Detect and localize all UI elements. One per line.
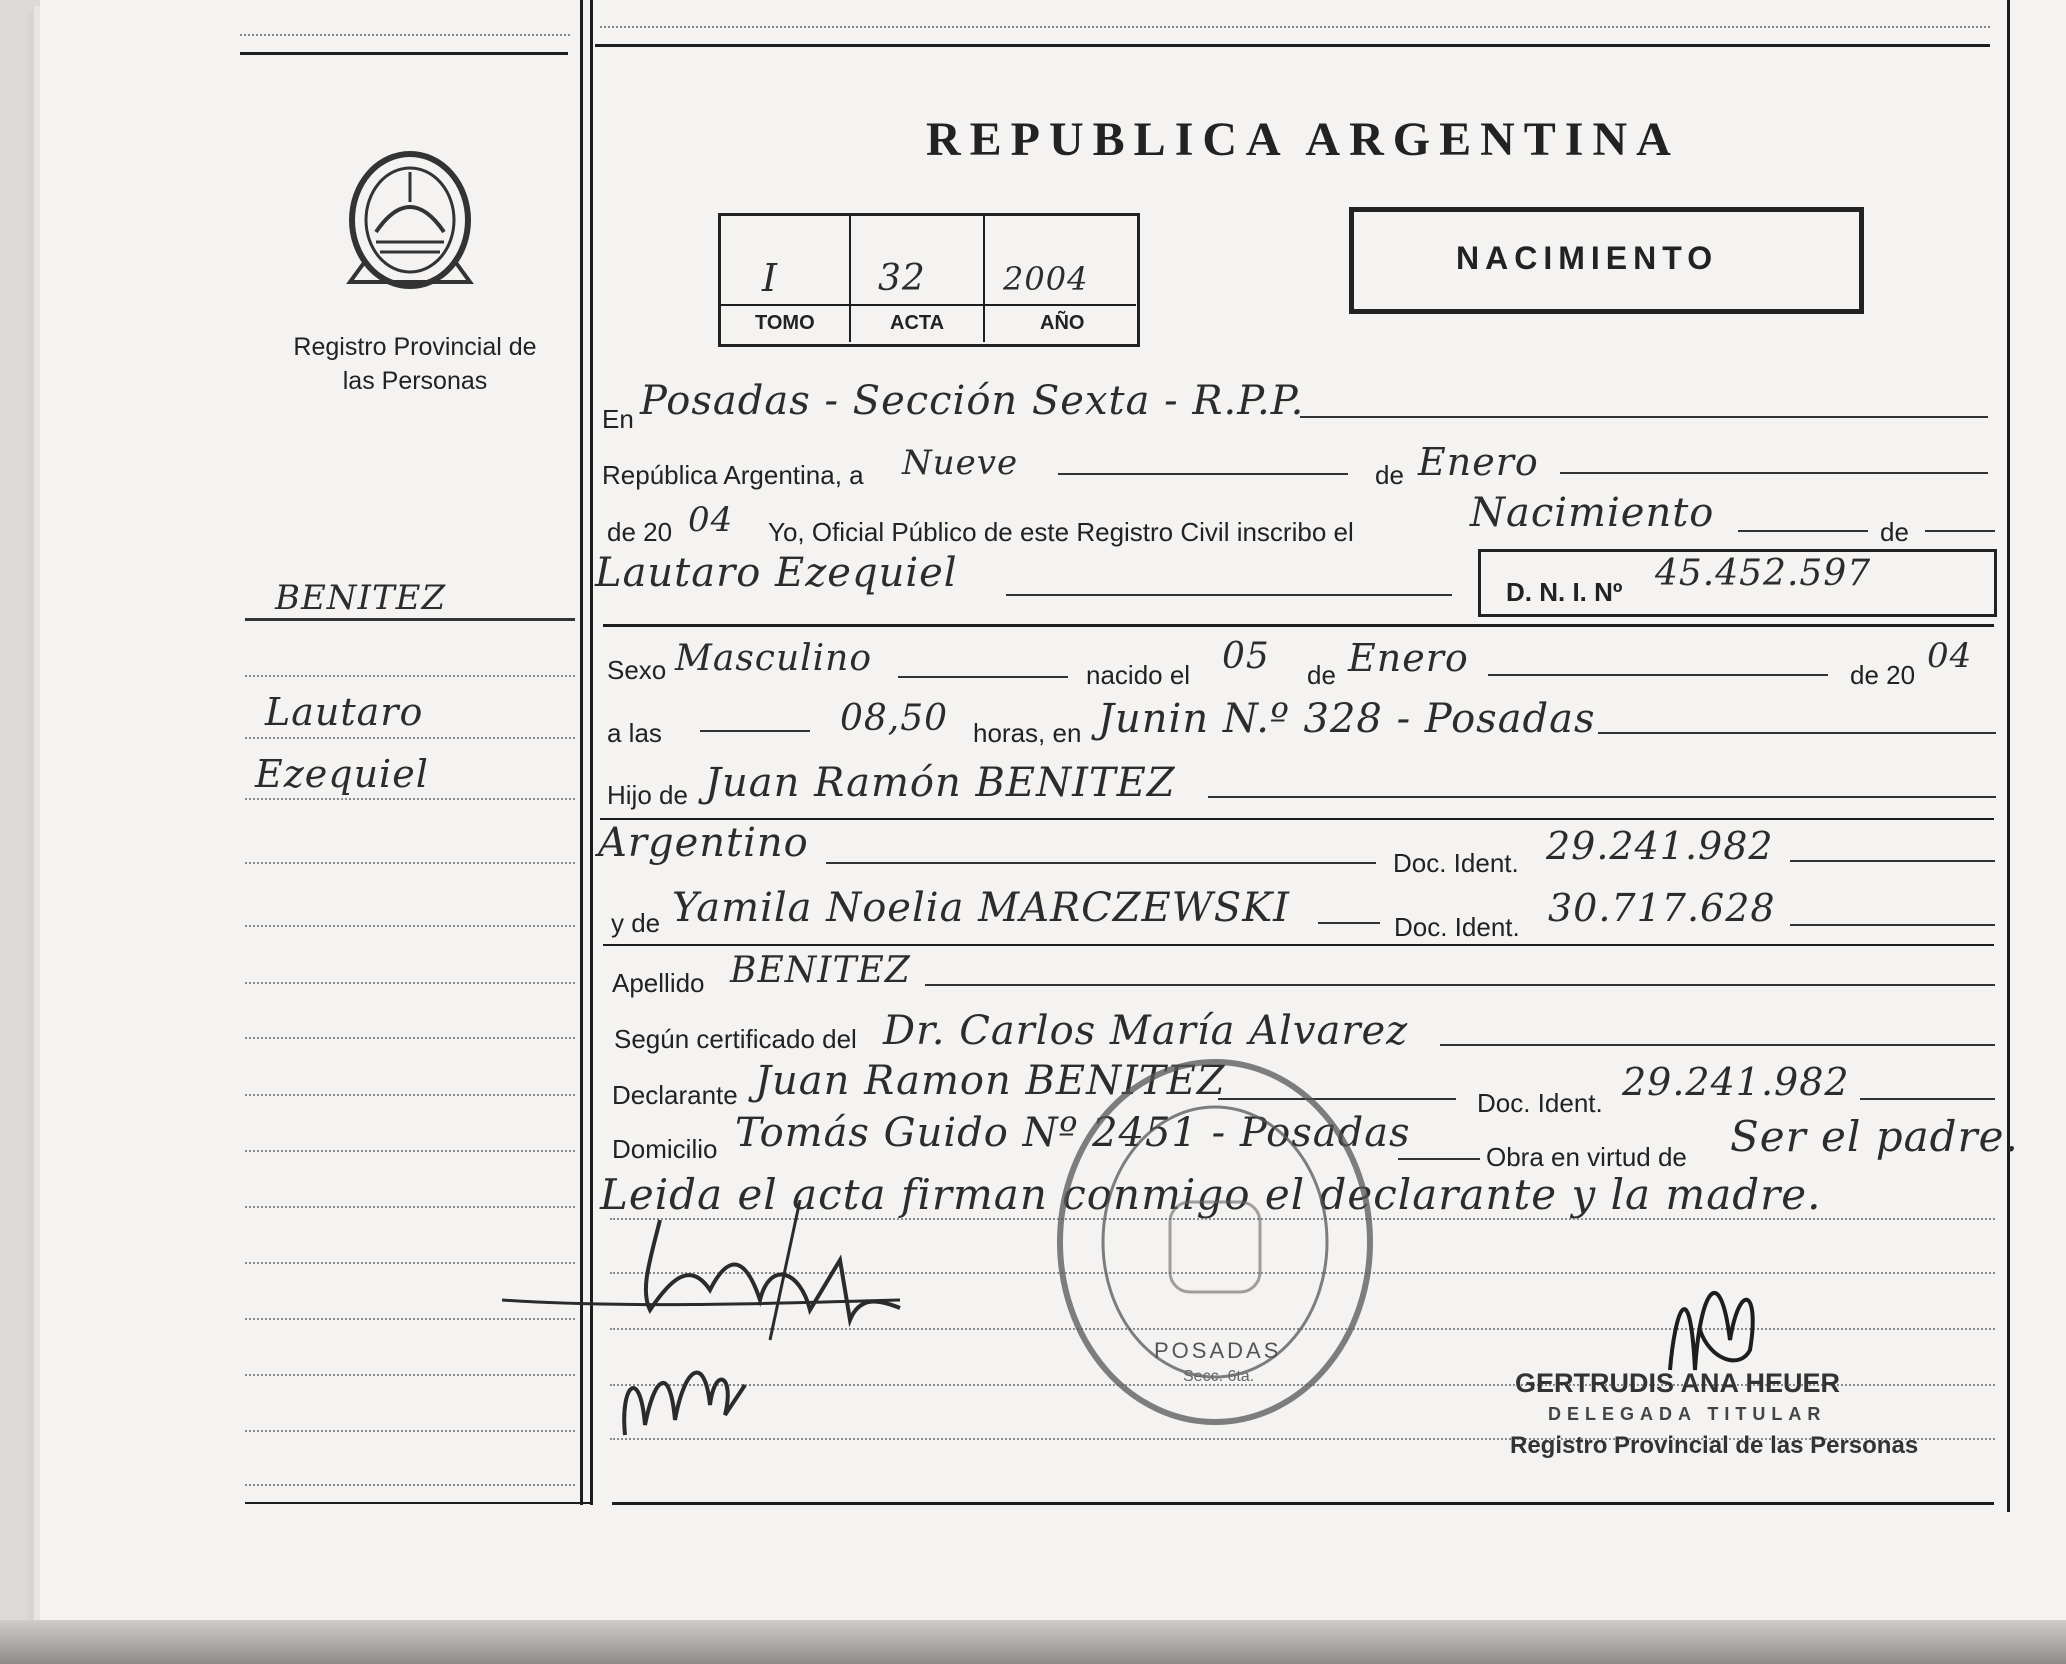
margin-line — [245, 1430, 575, 1432]
margin-line — [245, 1484, 575, 1486]
place-line — [1300, 416, 1988, 418]
de-label-3: de — [1307, 660, 1336, 690]
birth-day: 05 — [1222, 636, 1270, 677]
record-box-divider — [849, 215, 851, 342]
mother-name: Yamila Noelia MARCZEWSKI — [672, 885, 1290, 931]
de-label: de — [1375, 460, 1404, 490]
birth-place-line — [1598, 732, 1996, 734]
birth-time: 08,50 — [840, 698, 949, 739]
acta-value: 32 — [878, 258, 926, 299]
nationality-line — [826, 862, 1376, 864]
declarante-doc-line — [1860, 1098, 1995, 1100]
margin-bottom-rule — [245, 1502, 590, 1504]
sexo-label: Sexo — [607, 655, 667, 685]
declarante-label: Declarante — [612, 1080, 738, 1110]
margin-surname: BENITEZ — [275, 578, 447, 618]
domicilio-line — [1398, 1158, 1480, 1160]
doctor-value: Dr. Carlos María Alvarez — [883, 1008, 1409, 1054]
oficial-text: Yo, Oficial Público de este Registro Civil inscribo el — [768, 517, 1354, 547]
place-value: Posadas - Sección Sexta - R.P.P. — [640, 378, 1305, 424]
officer-institution: Registro Provincial de las Personas — [1510, 1432, 1919, 1459]
doctor-line — [1440, 1044, 1995, 1046]
day-value: Nueve — [902, 443, 1019, 483]
mother-rule — [603, 944, 1994, 946]
top-dotted-line-right — [600, 26, 1990, 28]
record-box-label-rule — [720, 304, 1136, 306]
margin-line — [245, 1094, 575, 1096]
birth-month-line — [1488, 674, 1828, 676]
a-las-label: a las — [607, 718, 662, 748]
mother-doc: 30.717.628 — [1548, 886, 1776, 930]
time-line — [700, 730, 810, 732]
doc-ident-label: Doc. Ident. — [1393, 848, 1519, 878]
sexo-line — [898, 676, 1068, 678]
ano-value: 2004 — [1003, 260, 1089, 298]
margin-line — [245, 737, 575, 739]
apellido-line — [925, 984, 1995, 986]
birth-year-suffix: 04 — [1927, 636, 1973, 676]
obra-value: Ser el padre. — [1730, 1112, 2019, 1161]
margin-line — [245, 675, 575, 677]
tomo-label: TOMO — [755, 312, 815, 334]
declarante-doc: 29.241.982 — [1622, 1060, 1850, 1104]
margin-name-2: Ezequiel — [255, 752, 429, 796]
margin-line — [245, 982, 575, 984]
stamp-city: POSADAS — [1154, 1338, 1282, 1363]
year-suffix: 04 — [688, 500, 734, 540]
officer-name: GERTRUDIS ANA HEUER — [1515, 1368, 1841, 1398]
domicilio-label: Domicilio — [612, 1134, 718, 1164]
month-value: Enero — [1418, 440, 1539, 484]
ano-label: AÑO — [1040, 312, 1085, 334]
doc-ident-label-2: Doc. Ident. — [1394, 912, 1520, 942]
bottom-rule — [612, 1502, 1994, 1505]
parent-rule — [600, 818, 1994, 820]
registry-name: Registro Provincial de las Personas — [293, 333, 537, 395]
segun-label: Según certificado del — [614, 1024, 857, 1054]
margin-line — [245, 1150, 575, 1152]
margin-name-1: Lautaro — [265, 690, 424, 734]
obra-label: Obra en virtud de — [1486, 1142, 1687, 1172]
margin-surname-line — [245, 618, 575, 621]
margin-line — [245, 862, 575, 864]
inscribe-type: Nacimiento — [1470, 490, 1715, 536]
month-line — [1560, 472, 1988, 474]
dni-value: 45.452.597 — [1655, 553, 1872, 594]
section-rule — [603, 624, 1994, 627]
province-seal-icon — [336, 142, 484, 304]
child-name: Lautaro Ezequiel — [595, 550, 958, 596]
closing-text: Leida el acta firman conmigo el declarante y la madre. — [600, 1170, 1822, 1219]
sexo-value: Masculino — [675, 638, 873, 679]
officer-role: DELEGADA TITULAR — [1548, 1404, 1827, 1424]
acta-label: ACTA — [890, 312, 945, 334]
father-nationality: Argentino — [598, 820, 809, 866]
father-name: Juan Ramón BENITEZ — [705, 760, 1176, 806]
act-type: NACIMIENTO — [1456, 240, 1719, 276]
margin-line — [245, 1037, 575, 1039]
father-doc: 29.241.982 — [1546, 824, 1774, 868]
de-line — [1925, 530, 1995, 532]
inscribe-line — [1738, 530, 1868, 532]
mother-signature — [615, 1325, 755, 1455]
apellido-label: Apellido — [612, 968, 705, 998]
country-title: REPUBLICA ARGENTINA — [926, 113, 1680, 166]
birth-month: Enero — [1348, 636, 1469, 680]
mother-doc-line — [1790, 924, 1995, 926]
hijo-label: Hijo de — [607, 780, 688, 810]
record-box-divider — [983, 215, 985, 342]
father-name-line — [1208, 796, 1996, 798]
birth-year-prefix: de 20 — [1850, 660, 1916, 690]
tomo-value: I — [762, 256, 779, 300]
top-dotted-line-left — [240, 34, 570, 36]
day-line — [1058, 473, 1348, 475]
officer-signature — [1650, 1250, 1770, 1380]
child-name-line — [1006, 594, 1452, 596]
nacido-label: nacido el — [1086, 660, 1191, 690]
paper-edge — [0, 1620, 2066, 1664]
top-rule-left — [240, 52, 568, 55]
top-rule-right — [595, 44, 1990, 47]
margin-line — [245, 1374, 575, 1376]
year-prefix: de 20 — [607, 517, 673, 547]
de-label-2: de — [1880, 517, 1909, 547]
y-de-label: y de — [611, 908, 661, 938]
margin-line — [245, 798, 575, 800]
father-doc-line — [1790, 860, 1995, 862]
en-label: En — [602, 404, 634, 434]
republica-label: República Argentina, a — [602, 460, 864, 490]
apellido-value: BENITEZ — [730, 950, 911, 991]
mother-name-line — [1318, 922, 1380, 924]
dni-label: D. N. I. Nº — [1506, 577, 1623, 607]
declarante-name: Juan Ramon BENITEZ — [755, 1058, 1226, 1104]
doc-ident-label-3: Doc. Ident. — [1477, 1088, 1603, 1118]
stamp-section: Secc. 6ta. — [1183, 1368, 1255, 1385]
margin-line — [245, 925, 575, 927]
horas-label: horas, en — [973, 718, 1082, 748]
birth-place: Junin N.º 328 - Posadas — [1098, 696, 1596, 742]
right-border — [2007, 0, 2010, 1512]
domicilio-value: Tomás Guido Nº 2451 - Posadas — [735, 1110, 1411, 1156]
